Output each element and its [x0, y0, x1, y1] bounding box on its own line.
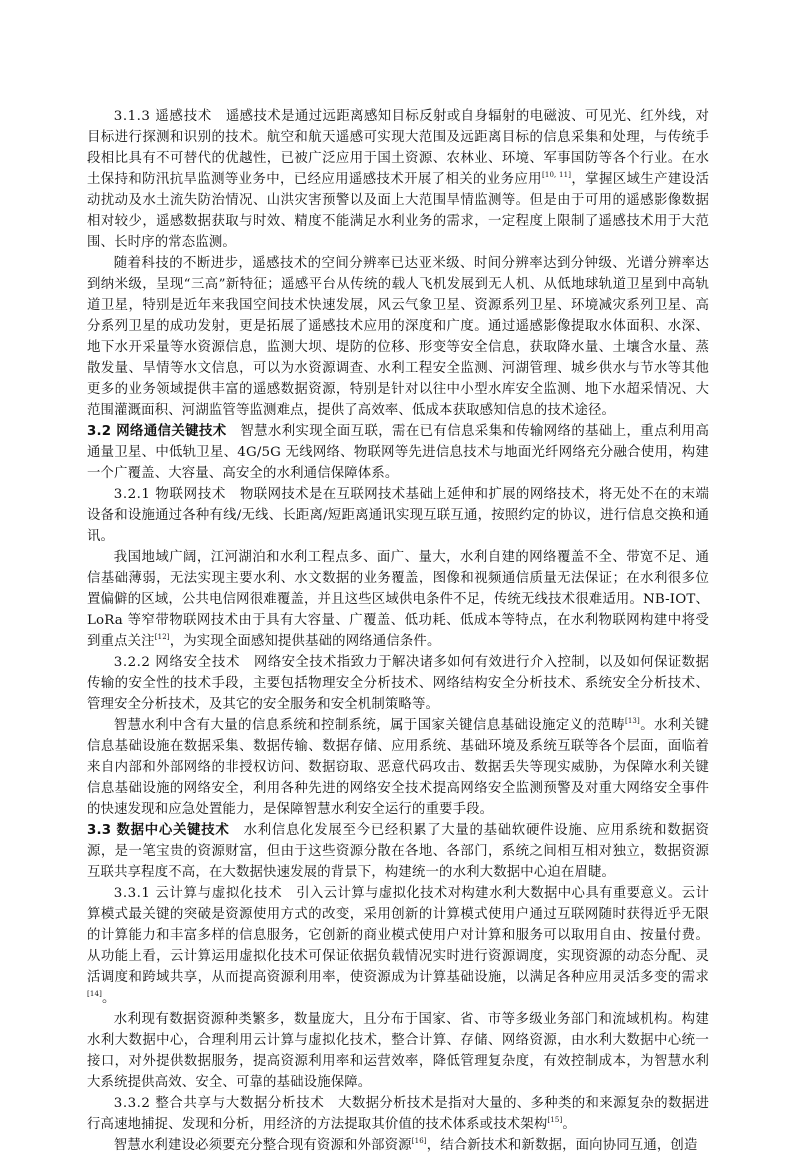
paragraph-text-cont: 。	[562, 1117, 576, 1132]
section-paragraph	[87, 421, 709, 484]
body-paragraph	[87, 1009, 709, 1093]
citation-ref: [13]	[624, 717, 640, 725]
citation-ref: [10, 11]	[541, 171, 572, 179]
body-paragraph	[87, 253, 709, 421]
paragraph-text: 智慧水利实现全面互联，需在已有信息采集和传输网络的基础上，重点利用高通量卫星、中低轨卫星、4G/5G 无线网络、物联网等先进信息技术与地面光纤网络充分融合使用，构建一个广覆盖、大容量、高安全的水利通信保障体系。	[87, 424, 709, 481]
paragraph-text: 遥感技术是通过远距离感知目标反射或自身辐射的电磁波、可见光、红外线，对目标进行探测和识别的技术。航空和航天遥感可实现大范围及远距离目标的信息采集和处理，与传统手段相比具有不可替代的优越性，已被广泛应用于国土资源、农林业、环境、军事国防等各个行业。在水土保持和防汛抗旱监测等业务中，已经应用遥感技术开展了相关的业务应用	[87, 109, 709, 187]
section-heading: 3.2 网络通信关键技术	[87, 424, 227, 439]
subsection-heading: 3.1.3 遥感技术	[113, 109, 213, 124]
paragraph-text: 引入云计算与虚拟化技术对构建水利大数据中心具有重要意义。云计算模式最关键的突破是资源使用方式的改变，采用创新的计算模式使用户通过互联网随时获得近乎无限的计算能力和丰富多样的信息服务，它创新的商业模式使用户对计算和服务可以取用自由、按量付费。从功能上看，云计算运用虚拟化技术可保证依据负载情况实时进行资源调度，实现资源的动态分配、灵活调度和跨域共享，从而提高资源利用率，使资源成为计算基础设施，以满足各种应用灵活多变的需求	[87, 886, 710, 985]
body-paragraph	[87, 1135, 709, 1156]
section-paragraph	[87, 106, 709, 253]
paragraph-text: 随着科技的不断进步，遥感技术的空间分辨率已达亚米级、时间分辨率达到分钟级、光谱分辨率达到纳米级，呈现“三高”新特征；遥感平台从传统的载人飞机发展到无人机、从低地球轨道卫星到中高轨道卫星，特别是近年来我国空间技术快速发展，风云气象卫星、资源系列卫星、环境减灾系列卫星、高分系列卫星的成功发射，更是拓展了遥感技术应用的深度和广度。通过遥感影像提取水体面积、水深、地下水开采量等水资源信息，监测大坝、堤防的位移、形变等安全信息，获取降水量、土壤含水量、蒸散发量、旱情等水文信息，可以为水资源调查、水利工程安全监测、河湖管理、城乡供水与节水等其他更多的业务领域提供丰富的遥感数据资源，特别是针对以往中小型水库安全监测、地下水超采情况、大范围灌溉面积、河湖监管等监测难点，提供了高效率、低成本获取感知信息的技术途径。	[87, 256, 709, 418]
section-paragraph	[87, 883, 709, 1009]
subsection-heading: 3.3.1 云计算与虚拟化技术	[113, 886, 283, 901]
section-paragraph	[87, 820, 709, 883]
paragraph-text-cont: ，为实现全面感知提供基础的网络通信条件。	[169, 634, 441, 649]
body-paragraph	[87, 547, 709, 652]
citation-ref: [14]	[87, 990, 102, 998]
section-paragraph	[87, 652, 709, 715]
paragraph-text: 物联网技术是在互联网技术基础上延伸和扩展的网络技术，将无处不在的末端设备和设施通过各种有线/无线、长距离/短距离通讯实现互联互通，按照约定的协议，进行信息交换和通讯。	[87, 487, 709, 544]
section-heading: 3.3 数据中心关键技术	[87, 823, 230, 838]
paragraph-text: 我国地域广阔，江河湖泊和水利工程点多、面广、量大，水利自建的网络覆盖不全、带宽不足、通信基础薄弱，无法实现主要水利、水文数据的业务覆盖，图像和视频通信质量无法保证；在水利很多位置偏僻的区域，公共电信网很难覆盖，并且这些区域供电条件不足，传统无线技术很难适用。NB-IOT、LoRa 等窄带物联网技术由于具有大容量、广覆盖、低功耗、低成本等特点，在水利物联网构建中将受到重点关注	[87, 550, 709, 649]
citation-ref: [15]	[547, 1116, 563, 1124]
subsection-heading: 3.2.2 网络安全技术	[113, 655, 241, 670]
paragraph-text: 大数据分析技术是指对大量的、多种类的和来源复杂的数据进行高速地捕捉、发现和分析，用经济的方法提取其价值的技术体系或技术架构	[87, 1096, 709, 1132]
subsection-heading: 3.3.2 整合共享与大数据分析技术	[113, 1096, 325, 1111]
paragraph-text-cont: ，结合新技术和新数据，面向协同互通，创造	[426, 1138, 698, 1153]
article-body	[87, 106, 709, 1156]
subsection-heading: 3.2.1 物联网技术	[113, 487, 227, 502]
paragraph-text-cont: ，掌握区域生产建设活动扰动及水土流失防治情况、山洪灾害预警以及面上大范围旱情监测等。但是由于可用的遥感影像数据相对较少，遥感数据获取与时效、精度不能满足水利业务的需求，一定程度上限制了遥感技术用于大范围、长时序的常态监测。	[87, 172, 710, 250]
paragraph-text: 水利信息化发展至今已经积累了大量的基础软硬件设施、应用系统和数据资源，是一笔宝贵的资源财富，但由于这些资源分散在各地、各部门，系统之间相互相对独立，数据资源互联共享程度不高，在大数据快速发展的背景下，构建统一的水利大数据中心迫在眉睫。	[87, 823, 709, 880]
paragraph-text: 网络安全技术指致力于解决诸多如何有效进行介入控制，以及如何保证数据传输的安全性的技术手段，主要包括物理安全分析技术、网络结构安全分析技术、系统安全分析技术、管理安全分析技术，及其它的安全服务和安全机制策略等。	[87, 655, 709, 712]
section-paragraph	[87, 484, 709, 547]
paragraph-text: 智慧水利中含有大量的信息系统和控制系统，属于国家关键信息基础设施定义的范畴	[113, 718, 625, 733]
citation-ref: [12]	[154, 633, 170, 641]
body-paragraph	[87, 715, 709, 820]
section-paragraph	[87, 1093, 709, 1135]
paragraph-text: 水利现有数据资源种类繁多，数量庞大，且分布于国家、省、市等多级业务部门和流域机构。构建水利大数据中心，合理利用云计算与虚拟化技术，整合计算、存储、网络资源，由水利大数据中心统一接口，对外提供数据服务，提高资源利用率和运营效率，降低管理复杂度，有效控制成本，为智慧水利大系统提供高效、安全、可靠的基础设施保障。	[87, 1012, 709, 1090]
paragraph-text-cont: 。	[101, 991, 116, 1006]
citation-ref: [16]	[411, 1137, 427, 1145]
paragraph-text: 智慧水利建设必须要充分整合现有资源和外部资源	[113, 1138, 412, 1153]
paragraph-text-cont: 。水利关键信息基础设施在数据采集、数据传输、数据存储、应用系统、基础环境及系统互联等各个层面，面临着来自内部和外部网络的非授权访问、数据窃取、恶意代码攻击、数据丢失等现实威胁，为保障水利关键信息基础设施的网络安全，利用各种先进的网络安全技术提高网络安全监测预警及对重大网络安全事件的快速发现和应急处置能力，是保障智慧水利安全运行的重要手段。	[87, 718, 709, 817]
